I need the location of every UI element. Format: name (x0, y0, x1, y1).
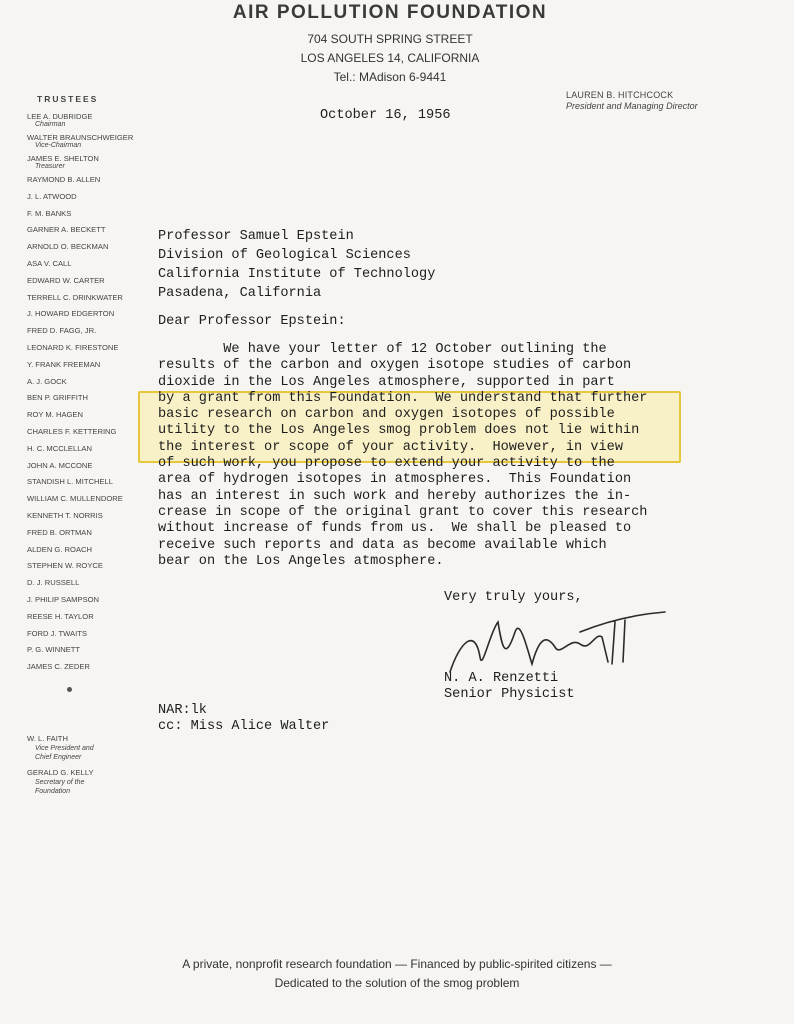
letterhead-address (150, 30, 630, 87)
trustee-name: F. M. BANKS (27, 208, 72, 218)
organization-name: AIR POLLUTION FOUNDATION (232, 2, 548, 23)
trustee-name: KENNETH T. NORRIS (27, 510, 103, 520)
trustee-name: ALDEN G. ROACH (27, 544, 92, 554)
body-line: We have your letter of 12 October outlining the (158, 342, 607, 357)
trustee-name: LEONARD K. FIRESTONE (27, 342, 119, 352)
trustee-entry (27, 242, 149, 259)
trustee-name: JOHN A. MCCONE (27, 460, 93, 470)
trustee-entry (27, 393, 149, 410)
footer-line-2: Dedicated to the solution of the smog problem (274, 976, 520, 990)
trustee-name: J. HOWARD EDGERTON (27, 309, 115, 319)
trustee-entry (27, 444, 149, 461)
trustee-entries (27, 112, 149, 679)
trustee-entry (27, 293, 149, 310)
trustee-name: FRED B. ORTMAN (27, 527, 92, 537)
body-line: bear on the Los Angeles atmosphere. (158, 553, 444, 569)
body-line: dioxide in the Los Angeles atmosphere, supported in part (158, 374, 615, 390)
director-name: LAUREN B. HITCHCOCK (566, 90, 674, 100)
typist-initials: NAR:lk (158, 703, 207, 718)
trustee-name: ROY M. HAGEN (27, 410, 83, 420)
trustee-entry (27, 326, 149, 343)
trustee-name: J. PHILIP SAMPSON (27, 594, 100, 604)
officer-role: Vice President and (35, 745, 94, 752)
trustee-name: A. J. GOCK (27, 376, 67, 386)
recipient-address (158, 227, 435, 303)
city-address: LOS ANGELES 14, CALIFORNIA (300, 51, 480, 65)
trustee-name: LEE A. DUBRIDGE (27, 112, 93, 121)
trustee-name: WILLIAM C. MULLENDORE (27, 494, 123, 504)
body-line: by a grant from this Foundation. We understand that further (158, 390, 648, 406)
trustee-name: GARNER A. BECKETT (27, 225, 106, 235)
trustee-entry (27, 662, 149, 679)
trustee-entry (27, 259, 149, 276)
trustee-entry (27, 561, 149, 578)
trustees-heading: TRUSTEES (37, 94, 99, 104)
trustee-entry (27, 377, 149, 394)
trustee-name: RAYMOND B. ALLEN (27, 175, 101, 184)
body-line: area of hydrogen isotopes in atmospheres. This Foundation (158, 472, 632, 488)
trustee-entry (27, 112, 149, 133)
footer (80, 955, 714, 993)
trustee-entry (27, 209, 149, 226)
trustee-entry (27, 154, 149, 175)
officer-entry (27, 768, 147, 796)
trustee-entry (27, 645, 149, 662)
trustee-entry (27, 511, 149, 528)
trustee-role: Treasurer (35, 163, 65, 170)
trustee-entry (27, 461, 149, 478)
officer-role: Secretary of the (35, 779, 85, 786)
officer-name: GERALD G. KELLY (27, 768, 94, 777)
trustees-list (27, 94, 149, 692)
trustee-role: Chairman (35, 121, 66, 128)
letter-date: October 16, 1956 (320, 108, 451, 123)
trustee-name: ASA V. CALL (27, 258, 72, 268)
body-line: crease in scope of the original grant to cover this research (158, 504, 648, 520)
trustee-entry (27, 494, 149, 511)
body-line: has an interest in such work and hereby authorizes the in- (158, 488, 632, 504)
trustee-name: P. G. WINNETT (27, 645, 81, 655)
officers-list (27, 734, 147, 802)
director-block (566, 90, 698, 112)
closing: Very truly yours, (444, 590, 583, 605)
trustee-entry (27, 427, 149, 444)
trustee-name: J. L. ATWOOD (27, 191, 77, 201)
street-address: 704 SOUTH SPRING STREET (307, 32, 473, 46)
trustee-entry (27, 629, 149, 646)
trustee-entry (27, 175, 149, 192)
trustee-name: Y. FRANK FREEMAN (27, 359, 101, 369)
trustee-role: Vice-Chairman (35, 142, 82, 149)
telephone: Tel.: MAdison 6-9441 (333, 70, 447, 84)
officer-entry (27, 734, 147, 762)
recipient-city: Pasadena, California (158, 286, 322, 301)
trustee-name: CHARLES F. KETTERING (27, 426, 117, 436)
body-line: of such work, you propose to extend your activity to the (158, 456, 615, 472)
recipient-division: Division of Geological Sciences (158, 248, 411, 263)
officer-role: Foundation (35, 788, 71, 795)
trustee-entry (27, 545, 149, 562)
trustee-entry (27, 612, 149, 629)
footer-line-1: A private, nonprofit research foundation — Financed by public-spirited citizens — (182, 957, 612, 971)
trustee-entry (27, 133, 149, 154)
trustee-entry (27, 276, 149, 293)
body-line: basic research on carbon and oxygen isotopes of possible (158, 407, 615, 423)
body-line: without increase of funds from us. We shall be pleased to (158, 521, 632, 537)
officer-name: W. L. FAITH (27, 734, 68, 743)
signer-title: Senior Physicist (444, 687, 575, 702)
trustee-entry (27, 528, 149, 545)
trustee-name: BEN P. GRIFFITH (27, 393, 89, 403)
trustee-name: JAMES E. SHELTON (27, 154, 99, 163)
trustee-entry (27, 360, 149, 377)
trustee-name: STEPHEN W. ROYCE (27, 561, 103, 571)
body-line: utility to the Los Angeles smog problem does not lie within (158, 423, 640, 439)
separator-dot (67, 687, 72, 692)
director-title: President and Managing Director (566, 101, 698, 111)
trustee-name: FORD J. TWAITS (27, 628, 87, 638)
trustee-name: REESE H. TAYLOR (27, 611, 94, 621)
officer-role: Chief Engineer (35, 754, 82, 761)
body-line: the interest or scope of your activity. However, in view (158, 439, 623, 455)
recipient-name: Professor Samuel Epstein (158, 229, 354, 244)
trustee-name: ARNOLD O. BECKMAN (27, 242, 109, 252)
trustee-name: WALTER BRAUNSCHWEIGER (27, 133, 134, 142)
trustee-entry (27, 477, 149, 494)
carbon-copy: cc: Miss Alice Walter (158, 719, 330, 734)
letterhead (150, 2, 630, 87)
body-line: results of the carbon and oxygen isotope studies of carbon (158, 358, 632, 374)
body-line: receive such reports and data as become available which (158, 537, 607, 553)
trustee-entry (27, 410, 149, 427)
letter-body (158, 342, 658, 570)
trustee-entry (27, 192, 149, 209)
trustee-name: JAMES C. ZEDER (27, 662, 90, 672)
trustee-name: H. C. MCCLELLAN (27, 443, 92, 453)
trustee-entry (27, 343, 149, 360)
reference-block (158, 703, 329, 735)
trustee-entry (27, 578, 149, 595)
signer-name: N. A. Renzetti (444, 671, 559, 686)
trustee-entry (27, 595, 149, 612)
recipient-institution: California Institute of Technology (158, 267, 436, 282)
trustee-name: EDWARD W. CARTER (27, 275, 105, 285)
trustee-entry (27, 309, 149, 326)
trustee-name: D. J. RUSSELL (27, 578, 80, 588)
trustee-name: FRED D. FAGG, JR. (27, 326, 97, 336)
signer-block (444, 671, 575, 703)
trustee-name: TERRELL C. DRINKWATER (27, 292, 123, 302)
salutation: Dear Professor Epstein: (158, 314, 346, 329)
trustee-name: STANDISH L. MITCHELL (27, 477, 113, 487)
trustee-entry (27, 225, 149, 242)
